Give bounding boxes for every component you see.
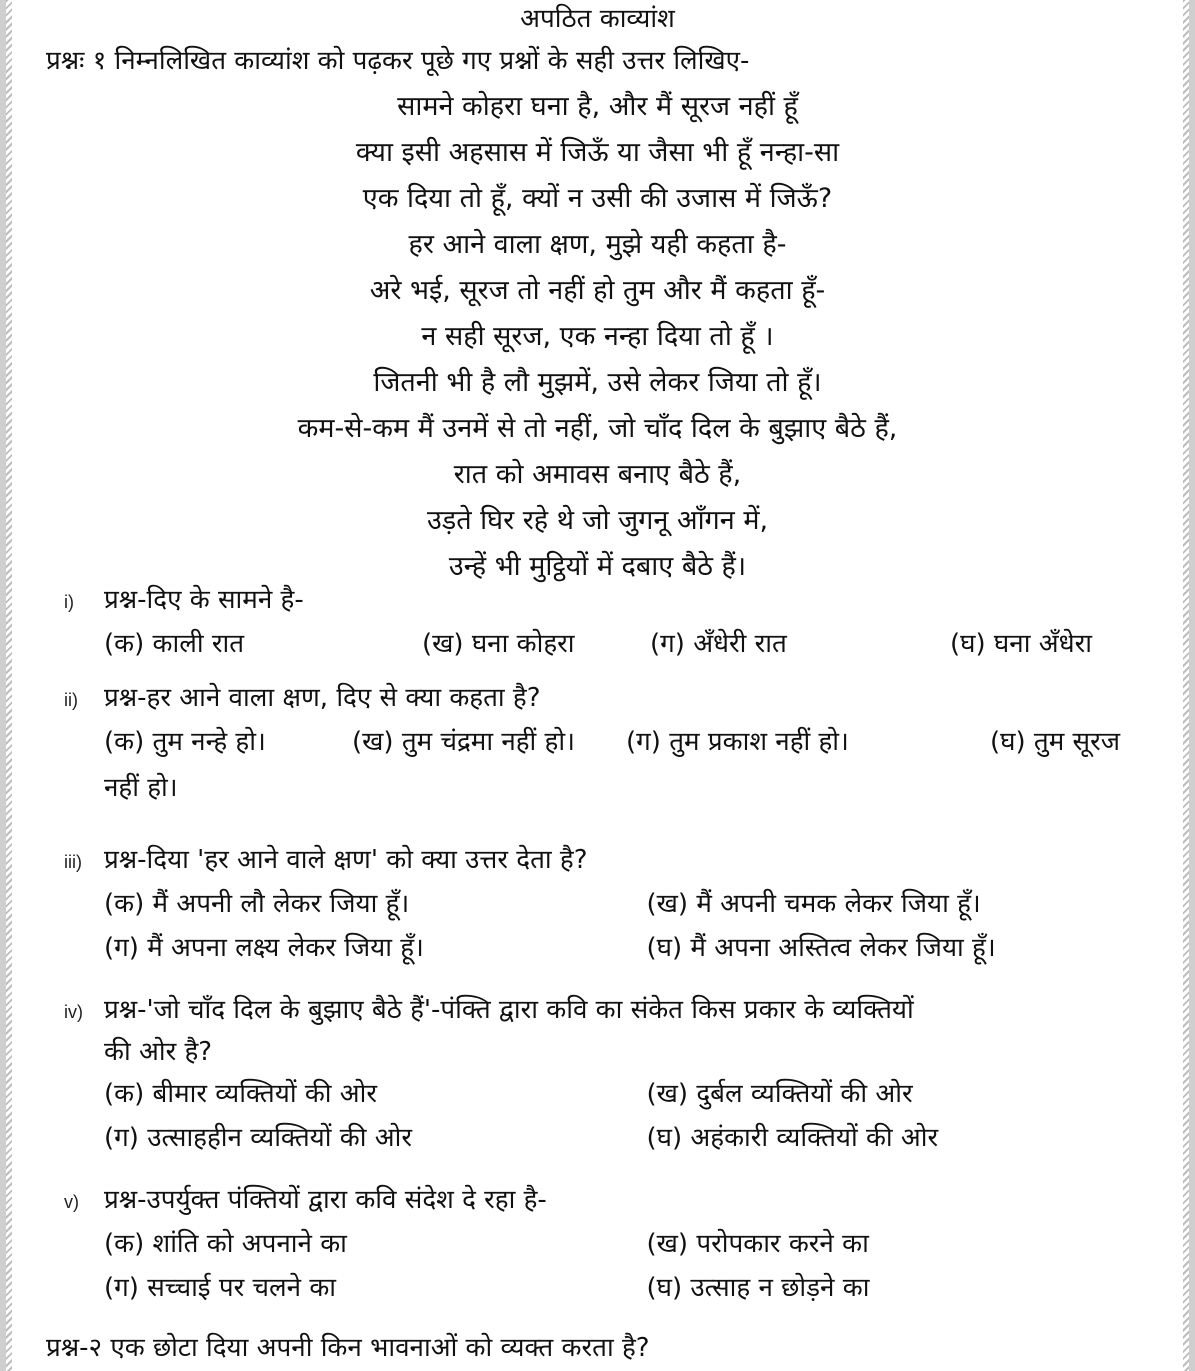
question-text-continuation: की ओर है? <box>104 1037 213 1067</box>
option-ga: (ग) उत्साहहीन व्यक्तियों की ओर <box>104 1123 412 1153</box>
question-number: v) <box>64 1192 79 1212</box>
poem-line: सामने कोहरा घना है, और मैं सूरज नहीं हूँ <box>397 91 798 122</box>
option-ga: (ग) मैं अपना लक्ष्य लेकर जिया हूँ। <box>104 933 424 963</box>
question-4 <box>64 990 1189 1160</box>
poem-line: कम-से-कम मैं उनमें से तो नहीं, जो चाँद दिल के बुझाए बैठे हैं, <box>297 413 898 444</box>
option-ka: (क) काली रात <box>104 629 245 659</box>
page-title: अपठित काव्यांश <box>520 4 675 34</box>
option-kha: (ख) दुर्बल व्यक्तियों की ओर <box>646 1079 913 1109</box>
poem-line: हर आने वाला क्षण, मुझे यही कहता है- <box>408 229 787 260</box>
poem-line: एक दिया तो हूँ, क्यों न उसी की उजास में जिऊँ? <box>362 183 833 214</box>
question-text: प्रश्न-'जो चाँद दिल के बुझाए बैठे हैं'-पंक्ति द्वारा कवि का संकेत किस प्रकार के व्यक्तियों <box>104 995 914 1025</box>
question-text: प्रश्न-दिया 'हर आने वाले क्षण' को क्या उत्तर देता है? <box>104 845 588 875</box>
poem-line: रात को अमावस बनाए बैठे हैं, <box>453 459 742 490</box>
poem-line: अरे भई, सूरज तो नहीं हो तुम और मैं कहता हूँ- <box>369 275 826 306</box>
question-number: i) <box>64 592 74 612</box>
option-gha: (घ) अहंकारी व्यक्तियों की ओर <box>646 1123 939 1153</box>
question-text: प्रश्न-हर आने वाला क्षण, दिए से क्या कहता है? <box>104 683 541 713</box>
question-text: प्रश्न-दिए के सामने है- <box>104 585 304 615</box>
option-ga: (ग) तुम प्रकाश नहीं हो। <box>626 727 849 757</box>
question-number: iv) <box>64 1002 83 1022</box>
poem-line: न सही सूरज, एक नन्हा दिया तो हूँ । <box>421 321 774 352</box>
option-kha: (ख) मैं अपनी चमक लेकर जिया हूँ। <box>646 889 981 919</box>
question-2 <box>64 678 1189 808</box>
option-ga: (ग) सच्चाई पर चलने का <box>104 1273 337 1303</box>
option-continuation: नहीं हो। <box>104 773 178 803</box>
question-text: प्रश्न-उपर्युक्त पंक्तियों द्वारा कवि संदेश दे रहा है- <box>104 1185 547 1215</box>
option-ka: (क) मैं अपनी लौ लेकर जिया हूँ। <box>104 889 410 919</box>
question-1 <box>64 580 1189 666</box>
question-3 <box>64 840 1189 970</box>
poem-line: क्या इसी अहसास में जिऊँ या जैसा भी हूँ नन्हा-सा <box>355 137 840 168</box>
question-two: प्रश्न-२ एक छोटा दिया अपनी किन भावनाओं को व्यक्त करता है? <box>46 1333 650 1363</box>
question-number: ii) <box>64 690 78 710</box>
poem-line: उड़ते घिर रहे थे जो जुगनू आँगन में, <box>426 505 769 536</box>
instruction-line: प्रश्नः १ निम्नलिखित काव्यांश को पढ़कर पूछे गए प्रश्नों के सही उत्तर लिखिए- <box>46 46 750 76</box>
option-ka: (क) बीमार व्यक्तियों की ओर <box>104 1079 378 1109</box>
option-gha: (घ) उत्साह न छोड़ने का <box>646 1273 870 1303</box>
question-5 <box>64 1180 1189 1310</box>
option-kha: (ख) तुम चंद्रमा नहीं हो। <box>352 727 575 757</box>
question-number: iii) <box>64 852 82 872</box>
option-gha: (घ) घना अँधेरा <box>950 629 1092 659</box>
option-gha: (घ) मैं अपना अस्तित्व लेकर जिया हूँ। <box>646 933 996 963</box>
poem-line: उन्हें भी मुट्ठियों में दबाए बैठे हैं। <box>448 551 747 582</box>
option-ga: (ग) अँधेरी रात <box>650 629 787 659</box>
option-ka: (क) शांति को अपनाने का <box>104 1229 347 1259</box>
option-ka: (क) तुम नन्हे हो। <box>104 727 266 757</box>
poem-block <box>6 84 1189 590</box>
option-gha: (घ) तुम सूरज <box>990 727 1121 757</box>
poem-line: जितनी भी है लौ मुझमें, उसे लेकर जिया तो हूँ। <box>373 367 822 398</box>
option-kha: (ख) घना कोहरा <box>422 629 575 659</box>
option-kha: (ख) परोपकार करने का <box>646 1229 869 1259</box>
